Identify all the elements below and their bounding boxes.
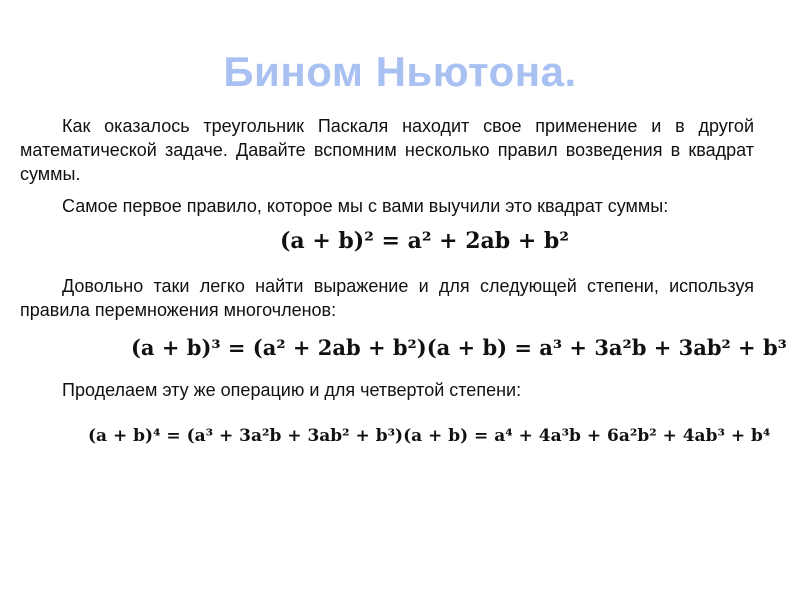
paragraph-fourth-power: Проделаем эту же операцию и для четвертой степени: bbox=[62, 380, 522, 400]
paragraph-intro: Как оказалось треугольник Паскаля находит свое применение и в другой математической задаче. Давайте вспомним несколько правил возведения в квадрат суммы. bbox=[20, 116, 754, 184]
formula-square: (a + b)² = a² + 2ab + b² bbox=[280, 228, 569, 254]
paragraph-cube-rule: Довольно таки легко найти выражение и для следующей степени, используя правила перемножения многочленов: bbox=[20, 276, 754, 320]
paragraph-square-rule: Самое первое правило, которое мы с вами выучили это квадрат суммы: bbox=[62, 196, 669, 216]
slide-title: Бином Ньютона. bbox=[223, 48, 577, 95]
formula-fourth: (a + b)⁴ = (a³ + 3a²b + 3ab² + b³)(a + b) = a⁴ + 4a³b + 6a²b² + 4ab³ + b⁴ bbox=[88, 426, 771, 446]
formula-cube: (a + b)³ = (a² + 2ab + b²)(a + b) = a³ + 3a²b + 3ab² + b³ bbox=[131, 335, 787, 360]
